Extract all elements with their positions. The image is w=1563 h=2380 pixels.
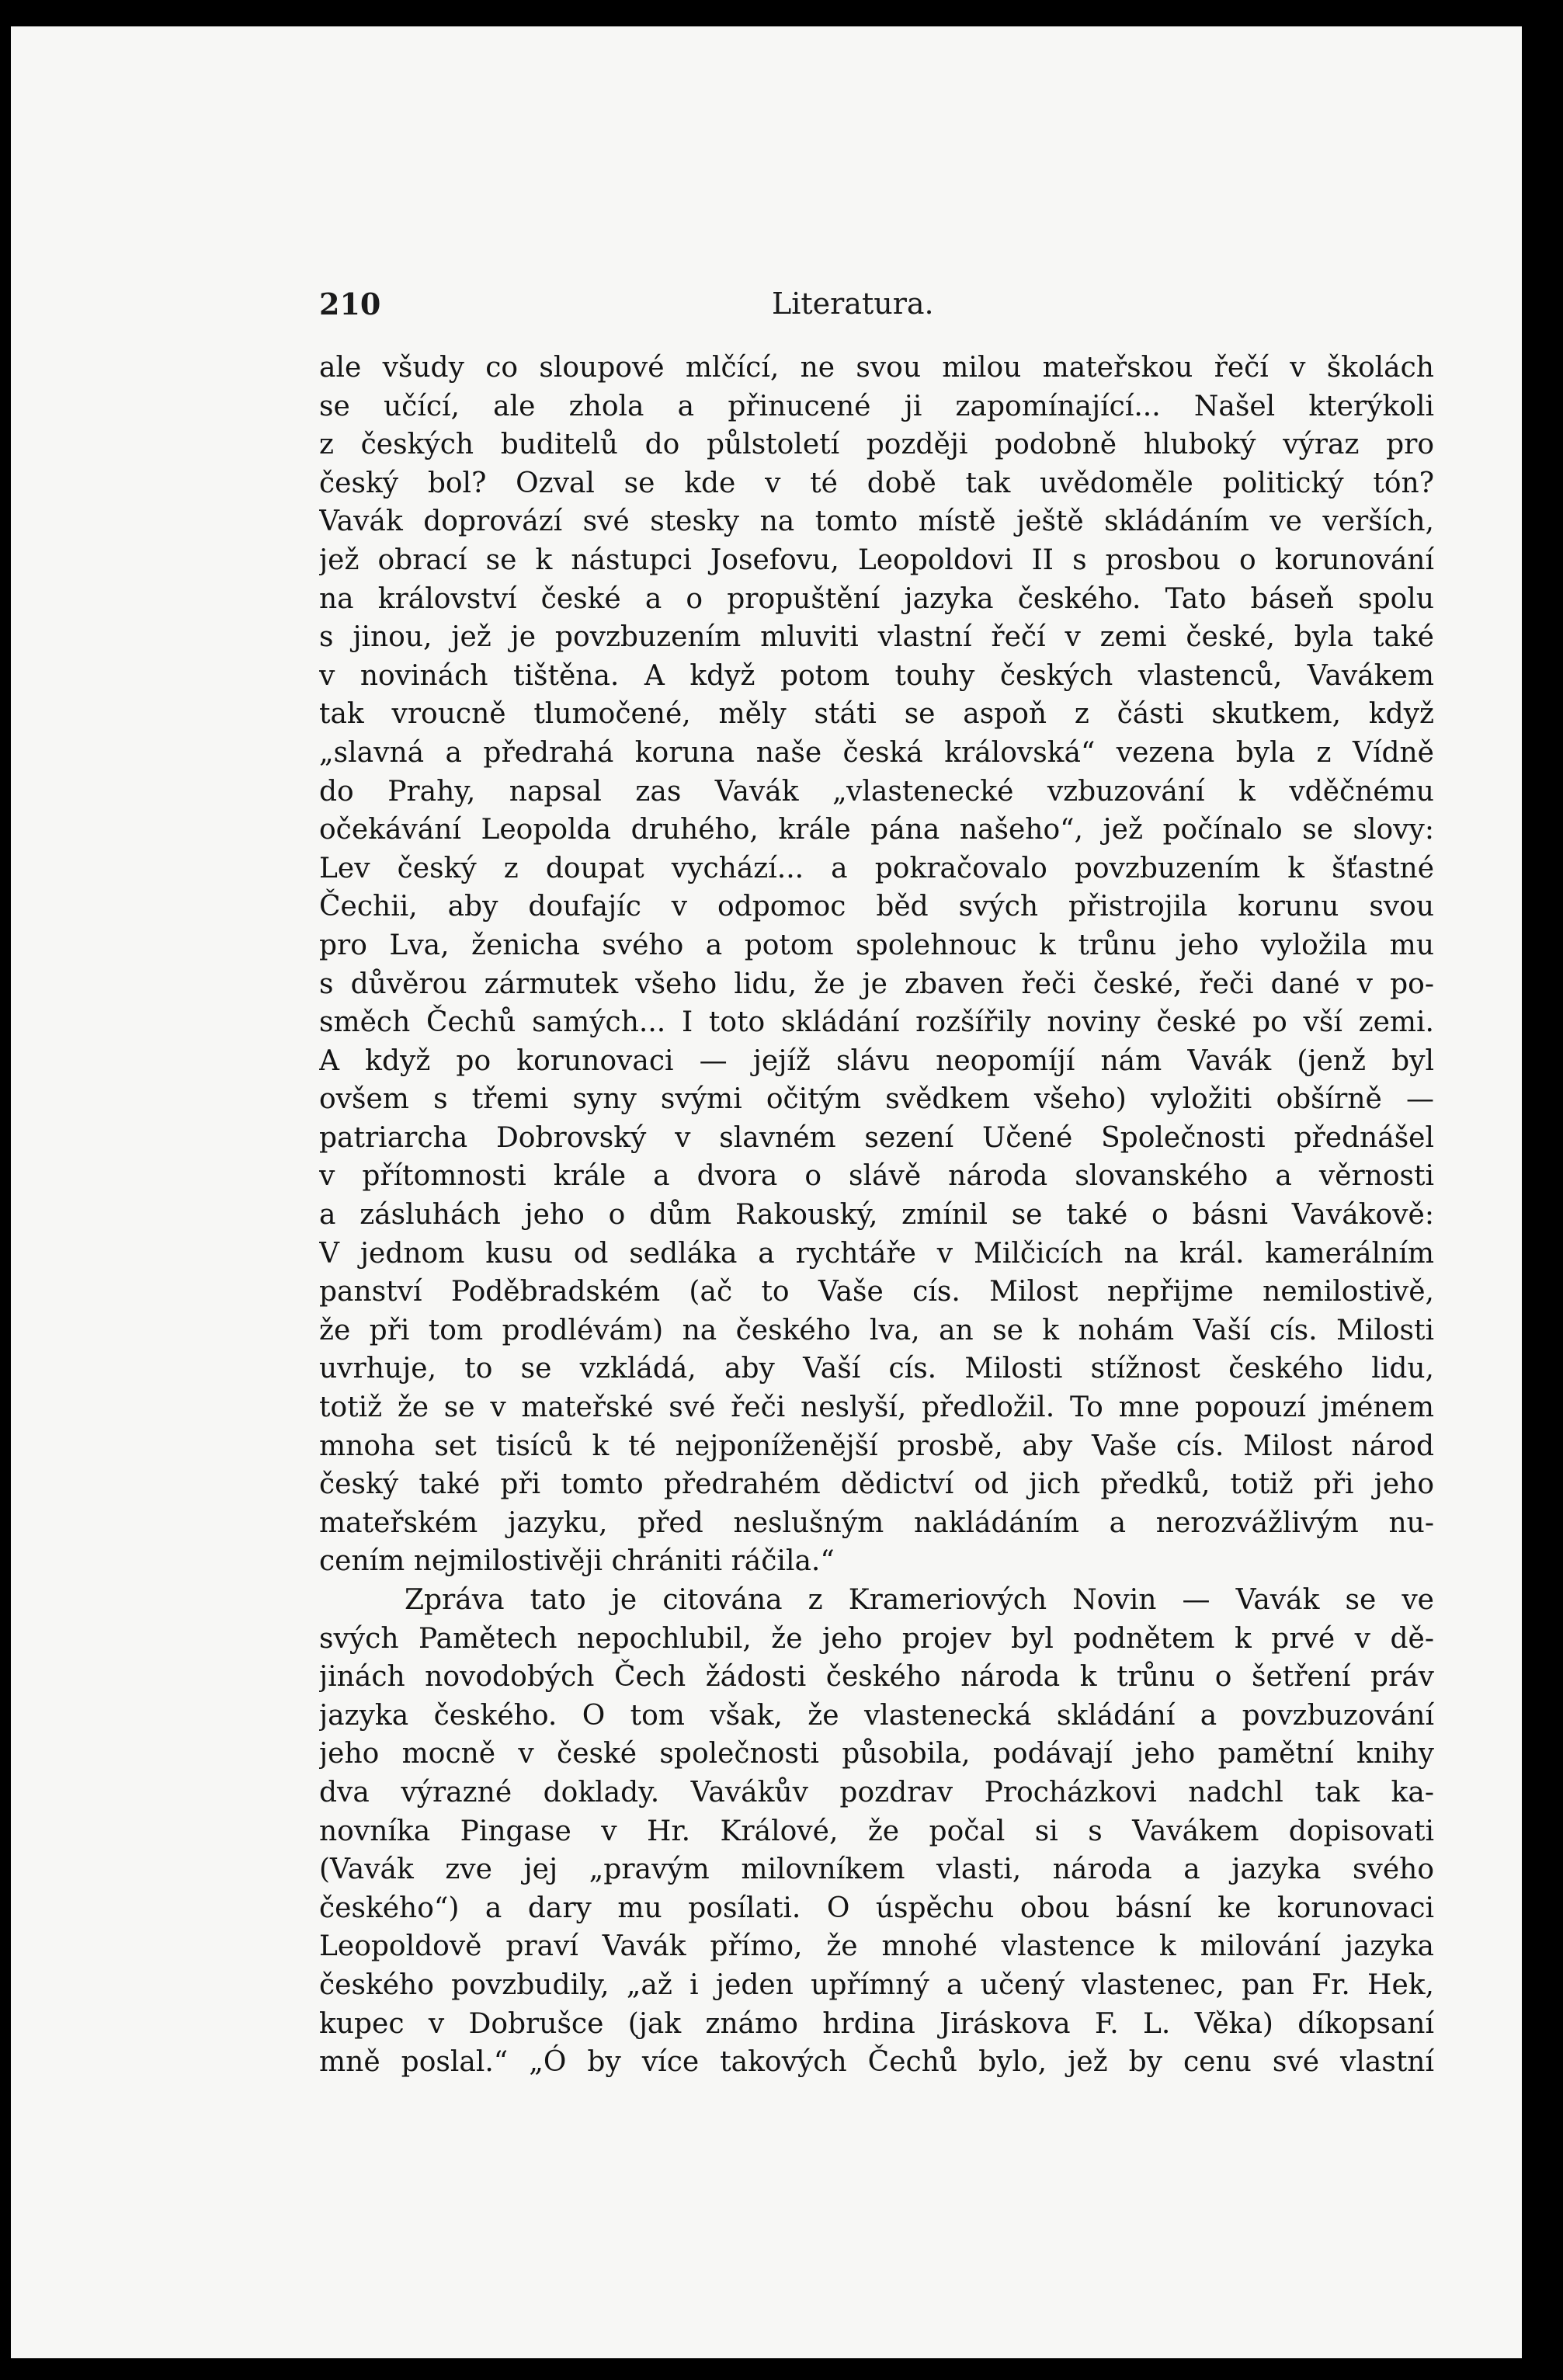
text-line: A když po korunovaci — jejíž slávu neopomíjí nám Vavák (jenž byl bbox=[319, 1044, 1434, 1077]
body-text bbox=[319, 349, 1434, 2082]
text-line: český bol? Ozval se kde v té době tak uvědoměle politický tón? bbox=[319, 467, 1434, 499]
text-line: český také při tomto předrahém dědictví od jich předků, totiž při jeho bbox=[319, 1468, 1434, 1501]
text-line: a zásluhách jeho o dům Rakouský, zmínil se také o básni Vavákově: bbox=[319, 1199, 1434, 1232]
text-line: Čechii, aby doufajíc v odpomoc běd svých přistrojila korunu svou bbox=[319, 891, 1434, 923]
text-line: z českých buditelů do půlstoletí později podobně hluboký výraz pro bbox=[319, 429, 1434, 461]
text-line: Vavák doprovází své stesky na tomto místě ještě skládáním ve verších, bbox=[319, 506, 1434, 538]
text-line: dva výrazné doklady. Vavákův pozdrav Procházkovi nadchl tak ka- bbox=[319, 1776, 1434, 1808]
text-line: očekávání Leopolda druhého, krále pána našeho“, jež počínalo se slovy: bbox=[319, 814, 1434, 846]
book-page bbox=[11, 26, 1522, 2358]
text-line: V jednom kusu od sedláka a rychtáře v Milčicích na král. kamerálním bbox=[319, 1237, 1434, 1270]
text-line: jež obrací se k nástupci Josefovu, Leopoldovi II s prosbou o korunování bbox=[319, 544, 1434, 576]
text-line: do Prahy, napsal zas Vavák „vlastenecké vzbuzování k vděčnému bbox=[319, 775, 1434, 808]
text-line: Lev český z doupat vychází... a pokračovalo povzbuzením k šťastné bbox=[319, 852, 1434, 884]
page-header bbox=[11, 287, 1522, 325]
text-line: českého“) a dary mu posílati. O úspěchu obou básní ke korunovaci bbox=[319, 1892, 1434, 1924]
text-line: cením nejmilostivěji chrániti ráčila.“ bbox=[319, 1545, 835, 1578]
text-line: jinách novodobých Čech žádosti českého národa k trůnu o šetření práv bbox=[319, 1661, 1434, 1694]
text-line: se učící, ale zhola a přinucené ji zapomínající... Našel kterýkoli bbox=[319, 390, 1434, 422]
text-line: kupec v Dobrušce (jak známo hrdina Jiráskova F. L. Věka) díkopsaní bbox=[319, 2007, 1434, 2040]
text-line: jeho mocně v české společnosti působila, podávají jeho pamětní knihy bbox=[319, 1738, 1434, 1770]
text-line: svých Pamětech nepochlubil, že jeho projev byl podnětem k prvé v dě- bbox=[319, 1622, 1434, 1655]
text-line: tak vroucně tlumočené, měly státi se aspoň z části skutkem, když bbox=[319, 698, 1434, 731]
text-line: jazyka českého. O tom však, že vlastenecká skládání a povzbuzování bbox=[319, 1699, 1434, 1732]
text-line: panství Poděbradském (ač to Vaše cís. Milost nepřijme nemilostivě, bbox=[319, 1276, 1434, 1308]
text-line: (Vavák zve jej „pravým milovníkem vlasti, národa a jazyka svého bbox=[319, 1854, 1434, 1886]
text-line: s jinou, jež je povzbuzením mluviti vlastní řečí v zemi české, byla také bbox=[319, 621, 1434, 654]
text-line: uvrhuje, to se vzkládá, aby Vaší cís. Milosti stížnost českého lidu, bbox=[319, 1353, 1434, 1385]
text-line: v přítomnosti krále a dvora o slávě národa slovanského a věrnosti bbox=[319, 1160, 1434, 1193]
text-line: novníka Pingase v Hr. Králové, že počal si s Vavákem dopisovati bbox=[319, 1815, 1434, 1847]
text-line: směch Čechů samých... I toto skládání rozšířily noviny české po vší zemi. bbox=[319, 1006, 1434, 1039]
text-line: ovšem s třemi syny svými očitým svědkem všeho) vyložiti obšírně — bbox=[319, 1083, 1434, 1116]
text-line: na království české a o propuštění jazyka českého. Tato báseň spolu bbox=[319, 582, 1434, 615]
text-line: mně poslal.“ „Ó by více takových Čechů bylo, jež by cenu své vlastní bbox=[319, 2046, 1434, 2079]
text-line: „slavná a předrahá koruna naše česká královská“ vezena byla z Vídně bbox=[319, 736, 1434, 769]
text-line: Leopoldově praví Vavák přímo, že mnohé vlastence k milování jazyka bbox=[319, 1930, 1434, 1963]
text-line: v novinách tištěna. A když potom touhy českých vlastenců, Vavákem bbox=[319, 659, 1434, 692]
text-line: mnoha set tisíců k té nejponíženější prosbě, aby Vaše cís. Milost národ bbox=[319, 1430, 1434, 1462]
page-number: 210 bbox=[319, 287, 381, 321]
text-line: pro Lva, ženicha svého a potom spolehnouc k trůnu jeho vyložila mu bbox=[319, 929, 1434, 961]
running-title: Literatura. bbox=[772, 287, 934, 321]
text-line: Zpráva tato je citována z Krameriových Novin — Vavák se ve bbox=[405, 1584, 1434, 1616]
text-line: českého povzbudily, „až i jeden upřímný a učený vlastenec, pan Fr. Hek, bbox=[319, 1968, 1434, 2001]
text-line: mateřském jazyku, před neslušným nakládáním a nerozvážlivým nu- bbox=[319, 1506, 1434, 1539]
text-line: ale všudy co sloupové mlčící, ne svou milou mateřskou řečí v školách bbox=[319, 352, 1434, 384]
text-line: s důvěrou zármutek všeho lidu, že je zbaven řeči české, řeči dané v po- bbox=[319, 968, 1434, 1000]
text-line: totiž že se v mateřské své řeči neslyší, předložil. To mne popouzí jménem bbox=[319, 1392, 1434, 1424]
text-line: že při tom prodlévám) na českého lva, an se k nohám Vaší cís. Milosti bbox=[319, 1314, 1434, 1346]
text-line: patriarcha Dobrovský v slavném sezení Učené Společnosti přednášel bbox=[319, 1121, 1434, 1154]
